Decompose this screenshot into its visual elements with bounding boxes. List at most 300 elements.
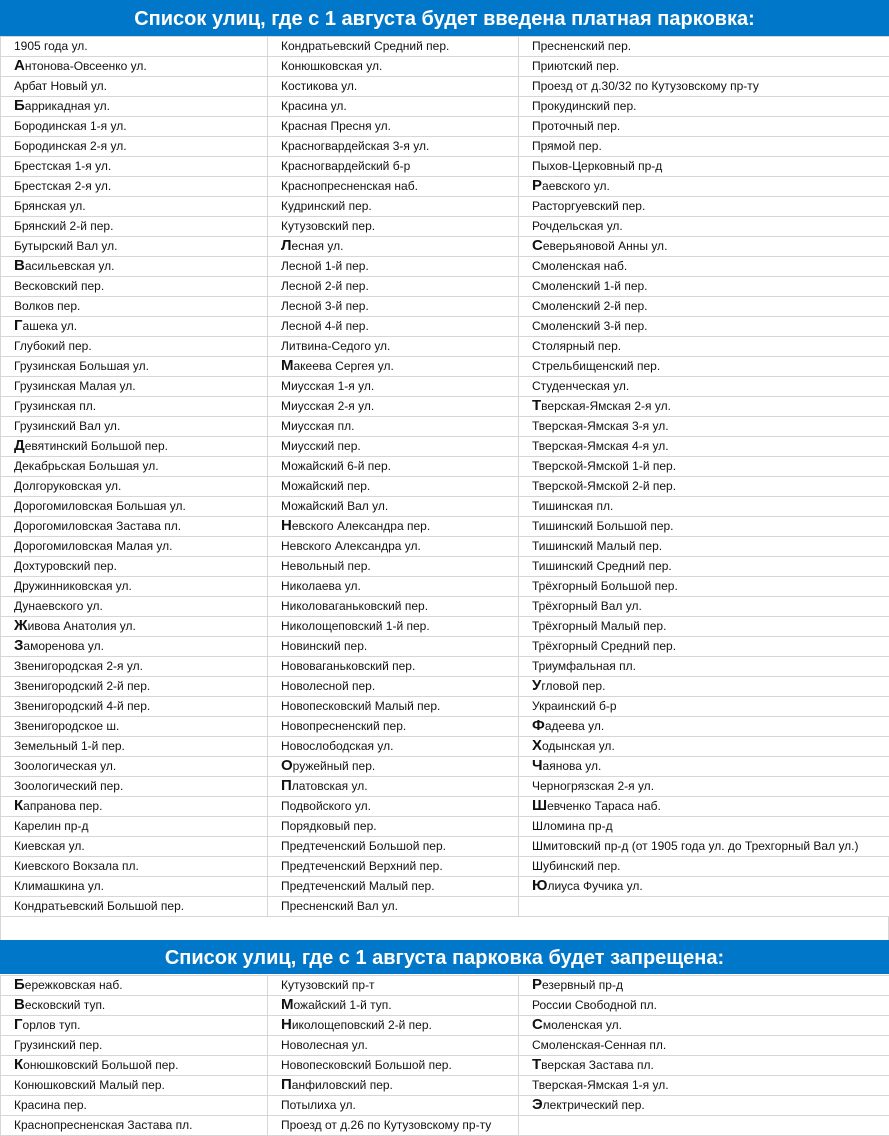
- letter-initial: В: [14, 996, 25, 1013]
- street-name: [281, 779, 368, 793]
- street-name: [532, 739, 615, 753]
- street-name: Зоологический пер.: [14, 779, 123, 793]
- letter-initial: Ю: [532, 877, 547, 894]
- table-row: [1, 597, 889, 617]
- street-name: Кондратьевский Средний пер.: [281, 39, 449, 53]
- street-cell: [519, 717, 889, 737]
- street-cell: [1, 457, 268, 477]
- street-cell: [268, 557, 519, 577]
- letter-initial: К: [14, 1056, 23, 1073]
- table-row: [1, 1056, 889, 1076]
- street-name: Декабрьская Большая ул.: [14, 459, 159, 473]
- table-row: [1, 177, 889, 197]
- street-cell: [519, 657, 889, 677]
- street-cell: [268, 177, 519, 197]
- street-cell: [268, 397, 519, 417]
- street-cell: [519, 976, 889, 996]
- street-cell: [1, 157, 268, 177]
- street-cell: [1, 417, 268, 437]
- street-name: Грузинский пер.: [14, 1038, 102, 1052]
- street-name: Тверской-Ямской 2-й пер.: [532, 479, 676, 493]
- table-row: [1, 297, 889, 317]
- street-name-rest: аянова ул.: [543, 759, 602, 773]
- street-cell: [268, 37, 519, 57]
- street-cell: [519, 1036, 889, 1056]
- street-name: Новопесковский Малый пер.: [281, 699, 440, 713]
- street-name: Трёхгорный Большой пер.: [532, 579, 678, 593]
- street-cell: [268, 677, 519, 697]
- street-cell: [1, 717, 268, 737]
- street-cell: [519, 1016, 889, 1036]
- letter-initial: Ш: [532, 797, 547, 814]
- table-row: [1, 996, 889, 1016]
- street-cell: [519, 637, 889, 657]
- street-name-rest: ожайский 1-й туп.: [294, 998, 392, 1012]
- street-name: Столярный пер.: [532, 339, 621, 353]
- street-cell: [268, 1116, 519, 1136]
- street-cell: [268, 537, 519, 557]
- street-cell: [1, 337, 268, 357]
- street-cell: [268, 417, 519, 437]
- street-name: Киевская ул.: [14, 839, 85, 853]
- street-cell: [1, 837, 268, 857]
- street-name: Смоленский 2-й пер.: [532, 299, 648, 313]
- street-cell: [1, 1096, 268, 1116]
- street-name: Литвина-Седого ул.: [281, 339, 390, 353]
- street-name: Черногрязская 2-я ул.: [532, 779, 654, 793]
- street-name: Бородинская 1-я ул.: [14, 119, 127, 133]
- street-name: Можайский пер.: [281, 479, 370, 493]
- street-name: Нововаганьковский пер.: [281, 659, 415, 673]
- street-name-rest: евятинский Большой пер.: [25, 439, 168, 453]
- street-name: Весковский пер.: [14, 279, 104, 293]
- street-name-rest: анфиловский пер.: [292, 1078, 393, 1092]
- table-row: [1, 1116, 889, 1136]
- street-name: Грузинская Большая ул.: [14, 359, 149, 373]
- table-row: [1, 697, 889, 717]
- street-cell: [268, 1036, 519, 1056]
- street-name: Предтеченский Большой пер.: [281, 839, 446, 853]
- street-cell: [1, 757, 268, 777]
- table-row: [1, 797, 889, 817]
- table-row: [1, 117, 889, 137]
- street-cell: [1, 1056, 268, 1076]
- street-name: Костикова ул.: [281, 79, 357, 93]
- street-name: Звенигородский 2-й пер.: [14, 679, 150, 693]
- street-cell: [519, 157, 889, 177]
- table-row: [1, 817, 889, 837]
- street-cell: [1, 77, 268, 97]
- street-cell: [519, 597, 889, 617]
- table-row: [1, 737, 889, 757]
- street-name: Глубокий пер.: [14, 339, 92, 353]
- table-row: [1, 237, 889, 257]
- letter-initial: Т: [532, 397, 541, 414]
- street-cell: [268, 657, 519, 677]
- street-cell: [1, 1016, 268, 1036]
- street-cell: [1, 637, 268, 657]
- street-name: Николаева ул.: [281, 579, 361, 593]
- street-cell: [268, 77, 519, 97]
- street-name: Тишинский Малый пер.: [532, 539, 662, 553]
- table-row: [1, 157, 889, 177]
- street-name: Смоленский 3-й пер.: [532, 319, 648, 333]
- street-name: Прямой пер.: [532, 139, 602, 153]
- street-cell: [519, 996, 889, 1016]
- street-name-rest: апранова пер.: [23, 799, 102, 813]
- street-cell: [1, 777, 268, 797]
- street-cell: [268, 1096, 519, 1116]
- table-row: [1, 1036, 889, 1056]
- letter-initial: П: [281, 777, 292, 794]
- street-cell: [1, 137, 268, 157]
- street-name: Смоленская-Сенная пл.: [532, 1038, 666, 1052]
- table-row: [1, 637, 889, 657]
- street-cell: [1, 1076, 268, 1096]
- street-name-rest: лиуса Фучика ул.: [547, 879, 642, 893]
- table-row: [1, 317, 889, 337]
- street-name: [281, 1078, 393, 1092]
- street-cell: [1, 277, 268, 297]
- street-cell: [519, 117, 889, 137]
- street-name: Кудринский пер.: [281, 199, 372, 213]
- street-name: Киевского Вокзала пл.: [14, 859, 139, 873]
- street-cell: [519, 497, 889, 517]
- street-name: Тверской-Ямской 1-й пер.: [532, 459, 676, 473]
- table-row: [1, 417, 889, 437]
- letter-initial: З: [14, 637, 23, 654]
- street-cell: [268, 257, 519, 277]
- street-cell: [1, 97, 268, 117]
- table-row: [1, 757, 889, 777]
- letter-initial: М: [281, 357, 294, 374]
- street-name: Миусская 2-я ул.: [281, 399, 374, 413]
- street-cell: [1, 897, 268, 917]
- street-name: [14, 319, 77, 333]
- street-cell: [519, 1096, 889, 1116]
- street-cell: [1, 657, 268, 677]
- table-row: [1, 897, 889, 917]
- street-name: Миусский пер.: [281, 439, 361, 453]
- street-cell: [268, 477, 519, 497]
- street-cell: [519, 517, 889, 537]
- street-name: Конюшковская ул.: [281, 59, 382, 73]
- street-name: Новослободская ул.: [281, 739, 393, 753]
- table-row: [1, 57, 889, 77]
- street-name: Лесной 3-й пер.: [281, 299, 369, 313]
- street-name: Николоваганьковский пер.: [281, 599, 428, 613]
- street-cell: [268, 737, 519, 757]
- street-cell: [519, 137, 889, 157]
- street-name: Кутузовский пр-т: [281, 978, 375, 992]
- street-name: Шломина пр-д: [532, 819, 613, 833]
- table-row: [1, 1096, 889, 1116]
- table-row: [1, 1076, 889, 1096]
- street-name: Пыхов-Церковный пр-д: [532, 159, 662, 173]
- street-name: Смоленская наб.: [532, 259, 627, 273]
- street-name: [14, 59, 147, 73]
- street-name: Миусская пл.: [281, 419, 354, 433]
- street-cell: [1, 976, 268, 996]
- street-name: Тишинский Большой пер.: [532, 519, 674, 533]
- street-cell: [519, 317, 889, 337]
- street-name: Невольный пер.: [281, 559, 371, 573]
- street-cell: [268, 757, 519, 777]
- street-name-rest: аморенова ул.: [23, 639, 104, 653]
- street-name-rest: одынская ул.: [542, 739, 615, 753]
- street-name: [14, 998, 105, 1012]
- street-name-rest: евченко Тараса наб.: [547, 799, 661, 813]
- street-name: Шмитовский пр-д (от 1905 года ул. до Трехгорный Вал ул.): [532, 839, 859, 853]
- street-name: Бородинская 2-я ул.: [14, 139, 127, 153]
- table-row: [1, 477, 889, 497]
- street-cell: [1, 817, 268, 837]
- table-row: [1, 1016, 889, 1036]
- table-row: [1, 577, 889, 597]
- street-name-rest: иколощеповский 2-й пер.: [292, 1018, 432, 1032]
- street-cell: [519, 377, 889, 397]
- street-name: Триумфальная пл.: [532, 659, 636, 673]
- street-cell: [519, 457, 889, 477]
- street-name-rest: акеева Сергея ул.: [294, 359, 394, 373]
- street-cell: [519, 617, 889, 637]
- street-name: [532, 1018, 622, 1032]
- street-name-rest: езервный пр-д: [542, 978, 623, 992]
- street-name: [532, 239, 667, 253]
- street-name: Порядковый пер.: [281, 819, 377, 833]
- table-row: [1, 257, 889, 277]
- street-name: России Свободной пл.: [532, 998, 657, 1012]
- street-name: Арбат Новый ул.: [14, 79, 107, 93]
- street-name: Дорогомиловская Большая ул.: [14, 499, 186, 513]
- street-name: Новопесковский Большой пер.: [281, 1058, 452, 1072]
- street-cell: [519, 757, 889, 777]
- street-cell: [268, 277, 519, 297]
- street-name-rest: ашека ул.: [23, 319, 78, 333]
- table-row: [1, 357, 889, 377]
- street-name-rest: орлов туп.: [23, 1018, 81, 1032]
- street-cell: [1, 177, 268, 197]
- street-name: Пресненский Вал ул.: [281, 899, 398, 913]
- street-name: Тверская-Ямская 4-я ул.: [532, 439, 669, 453]
- letter-initial: Л: [281, 237, 292, 254]
- street-name: Лесной 1-й пер.: [281, 259, 369, 273]
- street-cell: [519, 817, 889, 837]
- street-name: Новолесной пер.: [281, 679, 375, 693]
- street-cell: [268, 1076, 519, 1096]
- street-cell: [1, 617, 268, 637]
- street-name: [532, 399, 671, 413]
- table-row: [1, 877, 889, 897]
- street-name-rest: лектрический пер.: [543, 1098, 645, 1112]
- street-cell: [519, 177, 889, 197]
- street-name: Невского Александра ул.: [281, 539, 421, 553]
- street-name: Проезд от д.26 по Кутузовскому пр-ту: [281, 1118, 491, 1132]
- table-row: [1, 277, 889, 297]
- street-cell: [268, 1016, 519, 1036]
- street-name: Николощеповский 1-й пер.: [281, 619, 430, 633]
- street-name: Прокудинский пер.: [532, 99, 636, 113]
- street-name: [14, 619, 136, 633]
- street-cell: [519, 797, 889, 817]
- street-name: Трёхгорный Вал ул.: [532, 599, 642, 613]
- street-cell: [519, 397, 889, 417]
- street-cell: [1, 557, 268, 577]
- street-cell: [519, 277, 889, 297]
- street-cell: [268, 57, 519, 77]
- street-cell: [519, 557, 889, 577]
- street-name: Миусская 1-я ул.: [281, 379, 374, 393]
- street-cell: [268, 357, 519, 377]
- street-cell: [1, 377, 268, 397]
- street-cell: [1, 1036, 268, 1056]
- street-name: Брестская 2-я ул.: [14, 179, 111, 193]
- street-name: Брестская 1-я ул.: [14, 159, 111, 173]
- street-cell: [268, 577, 519, 597]
- street-cell: [519, 257, 889, 277]
- street-name-rest: гловой пер.: [541, 679, 605, 693]
- street-name: Звенигородский 4-й пер.: [14, 699, 150, 713]
- street-name: Приютский пер.: [532, 59, 619, 73]
- street-name: Красина ул.: [281, 99, 347, 113]
- street-name: Тишинский Средний пер.: [532, 559, 672, 573]
- street-cell: [519, 1076, 889, 1096]
- street-name: Карелин пр-д: [14, 819, 88, 833]
- street-name: Грузинская пл.: [14, 399, 96, 413]
- table-row: [1, 437, 889, 457]
- street-name-rest: аевского ул.: [542, 179, 610, 193]
- street-cell: [268, 437, 519, 457]
- street-cell: [268, 377, 519, 397]
- no-parking-table: [0, 975, 889, 1136]
- letter-initial: Р: [532, 976, 542, 993]
- street-cell: [519, 417, 889, 437]
- street-cell: [268, 197, 519, 217]
- street-name: Тишинская пл.: [532, 499, 613, 513]
- street-name: [14, 978, 123, 992]
- street-name: [14, 639, 104, 653]
- street-cell: [1, 517, 268, 537]
- street-name-rest: онюшковский Большой пер.: [23, 1058, 178, 1072]
- street-name: [532, 719, 604, 733]
- street-cell: [519, 737, 889, 757]
- street-cell: [1, 597, 268, 617]
- letter-initial: Б: [14, 976, 25, 993]
- street-name-rest: ережковская наб.: [25, 978, 123, 992]
- street-name: [532, 1058, 654, 1072]
- street-name-rest: асильевская ул.: [25, 259, 115, 273]
- table-row: [1, 517, 889, 537]
- table-row: [1, 717, 889, 737]
- street-cell: [519, 357, 889, 377]
- street-name-rest: есковский туп.: [25, 998, 105, 1012]
- street-cell: [519, 857, 889, 877]
- street-name: Тверская-Ямская 1-я ул.: [532, 1078, 669, 1092]
- street-name: [281, 1018, 432, 1032]
- letter-initial: Т: [532, 1056, 541, 1073]
- street-cell: [1, 117, 268, 137]
- street-name: [14, 99, 110, 113]
- street-cell: [1, 996, 268, 1016]
- street-name: Расторгуевский пер.: [532, 199, 645, 213]
- letter-initial: Г: [14, 317, 23, 334]
- street-name: Красногвардейская 3-я ул.: [281, 139, 429, 153]
- table-row: [1, 197, 889, 217]
- street-name-rest: аррикадная ул.: [25, 99, 110, 113]
- street-cell: [1, 397, 268, 417]
- street-cell: [1, 297, 268, 317]
- street-cell: [1, 577, 268, 597]
- street-cell: [519, 1056, 889, 1076]
- street-cell: [1, 537, 268, 557]
- street-name: Можайский 6-й пер.: [281, 459, 391, 473]
- letter-initial: Ф: [532, 717, 545, 734]
- table-row: [1, 557, 889, 577]
- street-cell: [519, 237, 889, 257]
- street-name-rest: ружейный пер.: [293, 759, 376, 773]
- street-name: Дружинниковская ул.: [14, 579, 132, 593]
- street-name: Брянский 2-й пер.: [14, 219, 113, 233]
- street-name: Краснопресненская наб.: [281, 179, 418, 193]
- street-name: [281, 759, 375, 773]
- letter-initial: М: [281, 996, 294, 1013]
- table-row: [1, 37, 889, 57]
- letter-initial: С: [532, 1016, 543, 1033]
- street-name: Красная Пресня ул.: [281, 119, 391, 133]
- street-cell: [1, 437, 268, 457]
- street-cell: [268, 617, 519, 637]
- street-cell: [1, 1116, 268, 1136]
- street-name-rest: ивова Анатолия ул.: [28, 619, 136, 633]
- letter-initial: Б: [14, 97, 25, 114]
- table-row: [1, 77, 889, 97]
- street-name-rest: моленская ул.: [543, 1018, 622, 1032]
- street-name-rest: латовская ул.: [292, 779, 368, 793]
- street-cell: [1, 877, 268, 897]
- street-cell: [1, 497, 268, 517]
- letter-initial: А: [14, 57, 25, 74]
- street-cell: [519, 477, 889, 497]
- table-row: [1, 497, 889, 517]
- street-name: Трёхгорный Средний пер.: [532, 639, 676, 653]
- street-cell: [519, 197, 889, 217]
- paid-parking-title: Список улиц, где с 1 августа будет введена платная парковка:: [0, 0, 889, 36]
- street-cell: [519, 1116, 889, 1136]
- street-cell: [519, 77, 889, 97]
- street-name: Дорогомиловская Малая ул.: [14, 539, 172, 553]
- street-name: Рочдельская ул.: [532, 219, 623, 233]
- street-name: [14, 1018, 80, 1032]
- table-row: [1, 617, 889, 637]
- street-name: [281, 519, 430, 533]
- street-cell: [268, 97, 519, 117]
- street-cell: [519, 217, 889, 237]
- street-name: Проезд от д.30/32 по Кутузовскому пр-ту: [532, 79, 759, 93]
- letter-initial: Н: [281, 517, 292, 534]
- street-cell: [519, 437, 889, 457]
- letter-initial: Х: [532, 737, 542, 754]
- table-row: [1, 857, 889, 877]
- street-name: Грузинская Малая ул.: [14, 379, 136, 393]
- street-name: Волков пер.: [14, 299, 80, 313]
- street-name: Студенческая ул.: [532, 379, 629, 393]
- street-cell: [268, 217, 519, 237]
- table-row: [1, 537, 889, 557]
- street-cell: [519, 877, 889, 897]
- table-row: [1, 657, 889, 677]
- street-name: Красина пер.: [14, 1098, 87, 1112]
- street-name: Украинский б-р: [532, 699, 617, 713]
